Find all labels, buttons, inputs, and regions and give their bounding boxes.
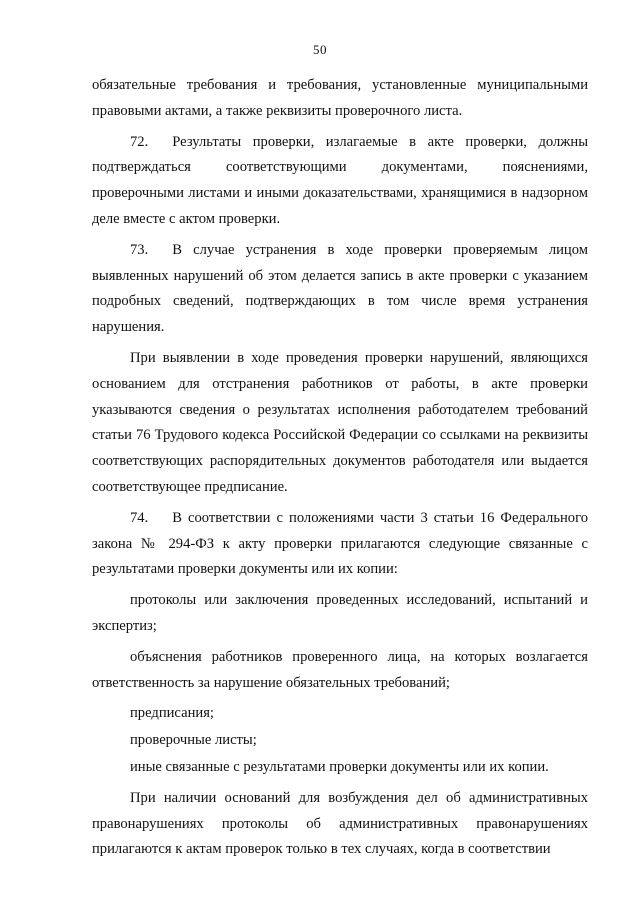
paragraph-number: 72. xyxy=(130,133,149,150)
paragraph-continuation xyxy=(92,73,588,125)
paragraph-74 xyxy=(92,506,588,583)
paragraph-number: 73. xyxy=(130,241,149,258)
paragraph-text: В случае устранения в ходе проверки проверяемым лицом выявленных нарушений об этом делается запись в акте проверки с указанием подробных сведений, подтверждающих в том числе время устранения нарушения. xyxy=(92,241,588,336)
paragraph-violations xyxy=(92,346,588,501)
list-item-orders: предписания; xyxy=(130,705,214,722)
list-item-protocols: протоколы или заключения проведенных исследований, испытаний и экспертиз; xyxy=(92,592,588,634)
paragraph-text: Результаты проверки, излагаемые в акте проверки, должны подтверждаться соответствующими документами, пояснениями, проверочными листами и иными доказательствами, хранящимися в надзорном деле вместе с актом проверки. xyxy=(92,133,588,227)
paragraph-number: 74. xyxy=(130,509,149,526)
paragraph-72 xyxy=(92,130,588,233)
list-item-checklists: проверочные листы; xyxy=(130,732,257,749)
page-number: 50 xyxy=(313,42,327,57)
list-item-other-documents: иные связанные с результатами проверки документы или их копии. xyxy=(130,758,549,775)
paragraph-administrative: При наличии оснований для возбуждения дел об административных правонарушениях протоколы об административных правонарушениях прилагаются к актам проверок только в тех случаях, когда в соответствии xyxy=(92,789,588,858)
paragraph-text: обязательные требования и требования, установленные муниципальными правовыми актами, а также реквизиты проверочного листа. xyxy=(92,77,588,119)
list-item-explanations: объяснения работников проверенного лица, на которых возлагается ответственность за нарушение обязательных требований; xyxy=(92,648,588,691)
paragraph-text: В соответствии с положениями части 3 статьи 16 Федерального закона № 294-ФЗ к акту проверки прилагаются следующие связанные с результатами проверки документы или их копии: xyxy=(92,509,588,578)
document-body xyxy=(92,73,588,863)
paragraph-73 xyxy=(92,238,588,341)
paragraph-text: При выявлении в ходе проведения проверки нарушений, являющихся основанием для отстранения работников от работы, в акте проверки указываются сведения о результатах исполнения работодателем требований статьи 76 Трудового кодекса Российской Федерации со ссылками на реквизиты соответствующих распорядительных документов работодателя или выдается соответствующее предписание. xyxy=(92,349,588,495)
